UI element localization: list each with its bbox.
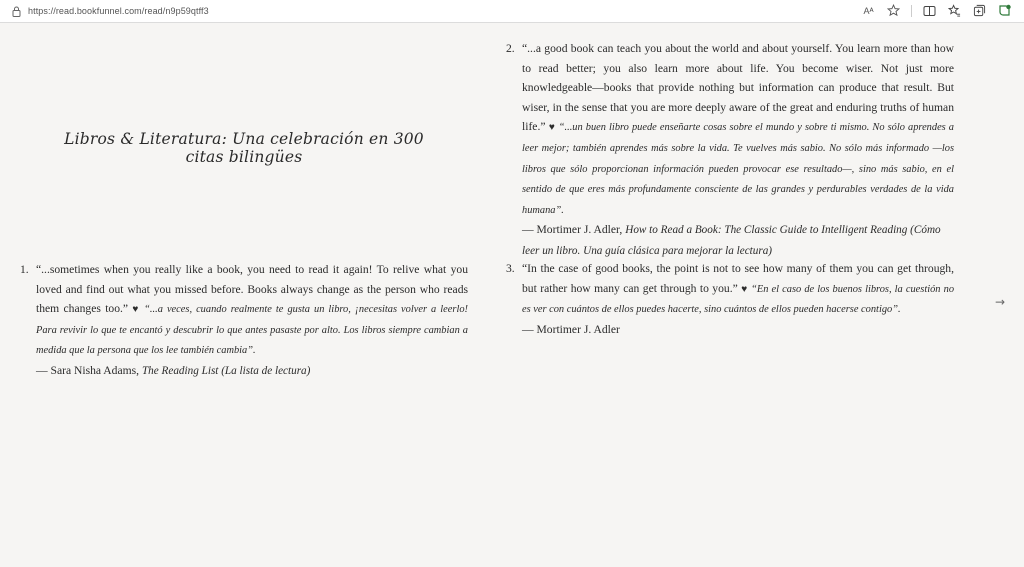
quote-author: — Mortimer J. Adler,	[522, 223, 626, 237]
favorite-star-icon[interactable]	[886, 3, 901, 18]
lock-icon[interactable]	[10, 5, 22, 17]
quote-attribution	[522, 320, 954, 341]
quote-item-1	[20, 260, 468, 382]
quote-work: The Reading List (La lista de lectura)	[141, 364, 311, 377]
extensions-icon[interactable]	[997, 3, 1012, 18]
heart-icon: ♥	[741, 283, 748, 295]
quote-english: “In the case of good books, the point is not to see how many of them you can get through, but rather how many can get through to you.”	[522, 262, 954, 295]
heart-icon: ♥	[548, 122, 556, 134]
collections-icon[interactable]	[972, 3, 987, 18]
favorites-icon[interactable]	[947, 3, 962, 18]
next-page-arrow-icon[interactable]: →	[994, 295, 1006, 309]
left-page	[20, 22, 468, 567]
quote-author: — Sara Nisha Adams,	[36, 363, 142, 377]
browser-toolbar	[0, 0, 1024, 23]
browser-tools	[861, 3, 1012, 18]
quote-english: “...a good book can teach you about the world and about yourself. You learn more than how to read better; you also learn more about life. You become wiser. Not just more knowledgeable—books that provide nothing but information can produce that result. But wiser, in the sense that you are more deeply aware of the great and enduring truths of human life.”	[522, 42, 954, 134]
quote-spanish: “En el caso de los buenos libros, la cuestión no es ver con cuántos de ellos puedes hacerte, sino cuántos de ellos pueden hacerse contigo”.	[522, 283, 955, 316]
read-aloud-icon[interactable]: Aᴬ	[863, 5, 874, 16]
quote-attribution	[36, 361, 468, 382]
right-page	[506, 22, 955, 567]
address-bar-url[interactable]: https://read.bookfunnel.com/read/n9p59qtff3	[28, 6, 209, 16]
quote-number: 3.	[506, 262, 515, 275]
quote-number: 1.	[20, 263, 29, 276]
quote-item-2	[506, 39, 954, 262]
split-screen-icon[interactable]	[922, 3, 937, 18]
quote-number: 2.	[506, 42, 515, 55]
toolbar-divider	[911, 5, 912, 17]
quote-spanish: “...un buen libro puede enseñarte cosas sobre el mundo y sobre ti mismo. No sólo aprendes a leer mejor; también aprendes más sobre la vida. Te vuelves más sabio. No sólo más informado —los libros que sólo proporcionan información pueden provocar ese resultado—, sino más sabio, en el sentido de que eres más profundamente consciente de las grandes y perdurables verdades de la vida humana”.	[522, 122, 955, 216]
quote-spanish: “...a veces, cuando realmente te gusta un libro, ¡necesitas volver a leerlo! Para revivir lo que te encantó y descubrir lo que antes pasaste por alto. Los libros siempre cambian a medida que la persona que los lee también cambia”.	[36, 304, 468, 357]
quote-attribution	[522, 220, 954, 261]
book-title: Libros & Literatura: Una celebración en 300 citas bilingües	[64, 130, 424, 166]
quote-item-3	[506, 259, 954, 340]
quote-english: “...sometimes when you really like a book, you need to read it again! To relive what you loved and find out what you missed before. Books always change as the person who reads them changes too.”	[36, 263, 468, 316]
quote-work: How to Read a Book: The Classic Guide to Intelligent Reading (Cómo leer un libro. Una guía clásica para mejorar la lectura)	[522, 224, 941, 257]
heart-icon: ♥	[132, 304, 140, 316]
quote-author: — Mortimer J. Adler	[522, 322, 620, 336]
